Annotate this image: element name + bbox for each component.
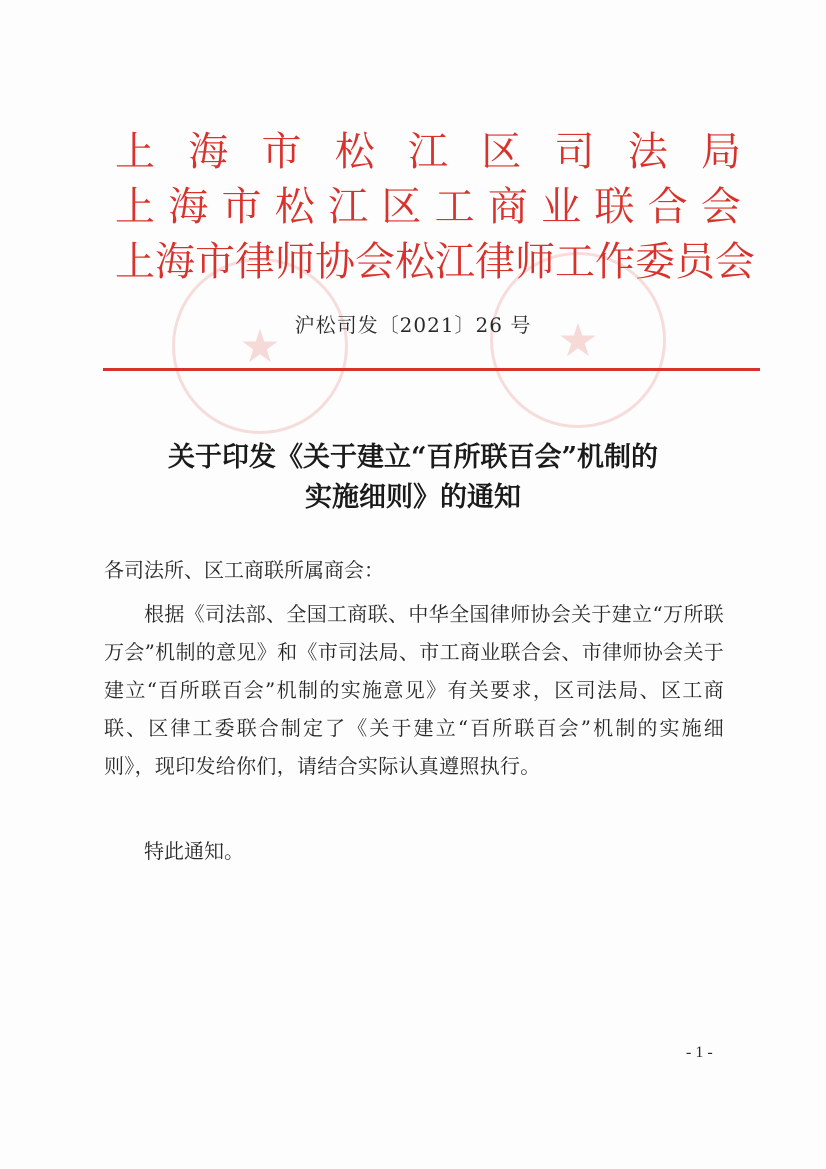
issuer-char: 律 (235, 239, 275, 285)
issuer-char: 上 (115, 184, 155, 230)
issuer-char: 市 (261, 129, 302, 175)
issuer-line-2 (115, 183, 741, 231)
issuer-char: 联 (594, 184, 635, 230)
issuer-char: 局 (701, 129, 741, 175)
issuer-char: 会 (700, 184, 741, 230)
red-divider-line (103, 368, 760, 371)
issuer-char: 会 (355, 239, 395, 285)
issuer-char: 律 (475, 239, 515, 285)
issuer-char: 松 (395, 239, 435, 285)
issuer-char: 师 (515, 239, 555, 285)
issuer-char: 江 (435, 239, 475, 285)
issuer-char: 作 (595, 239, 635, 285)
issuer-char: 司 (554, 129, 595, 175)
issuer-char: 市 (221, 184, 262, 230)
issuer-char: 工 (434, 184, 475, 230)
issuer-char: 上 (115, 239, 155, 285)
closing-remark: 特此通知。 (144, 839, 244, 863)
issuer-char: 江 (328, 184, 369, 230)
issuer-char: 海 (168, 184, 209, 230)
issuer-char: 合 (647, 184, 688, 230)
issuer-char: 员 (675, 239, 715, 285)
title-line-1: 关于印发《关于建立“百所联百会”机制的 (167, 442, 659, 473)
issuer-char: 工 (555, 239, 595, 285)
issuer-char: 业 (541, 184, 582, 230)
issuer-char: 会 (715, 239, 755, 285)
issuer-line-3 (115, 238, 755, 286)
issuer-char: 海 (188, 129, 229, 175)
body-paragraph: 根据《司法部、全国工商联、中华全国律师协会关于建立“万所联万会”机制的意见》和《市司法局、市工商业联合会、市律师协会关于建立“百所联百会”机制的实施意见》有关要求，区司法局、区工商联、区律工委联合制定了《关于建立“百所联百会”机制的实施细则》，现印发给你们，请结合实际认真遵照执行。 (104, 602, 724, 778)
issuer-line-1 (115, 128, 741, 176)
issuer-char: 上 (115, 129, 155, 175)
issuer-char: 松 (334, 129, 375, 175)
issuer-char: 松 (274, 184, 315, 230)
issuer-char: 师 (275, 239, 315, 285)
page-number: - 1 - (686, 1044, 713, 1061)
issuer-char: 市 (195, 239, 235, 285)
seal-star-icon: ★ (557, 313, 599, 367)
issuer-char: 海 (155, 239, 195, 285)
issuer-char: 委 (635, 239, 675, 285)
issuer-char: 区 (381, 184, 422, 230)
issuer-char: 法 (627, 129, 668, 175)
title-line-2: 实施细则》的通知 (305, 482, 521, 513)
document-number: 沪松司发〔2021〕26 号 (294, 313, 532, 337)
document-title (0, 438, 826, 518)
salutation: 各司法所、区工商联所属商会： (104, 558, 384, 582)
issuer-char: 协 (315, 239, 355, 285)
issuer-char: 商 (487, 184, 528, 230)
seal-star-icon: ★ (239, 319, 281, 373)
issuer-char: 江 (408, 129, 448, 175)
issuer-char: 区 (481, 129, 522, 175)
